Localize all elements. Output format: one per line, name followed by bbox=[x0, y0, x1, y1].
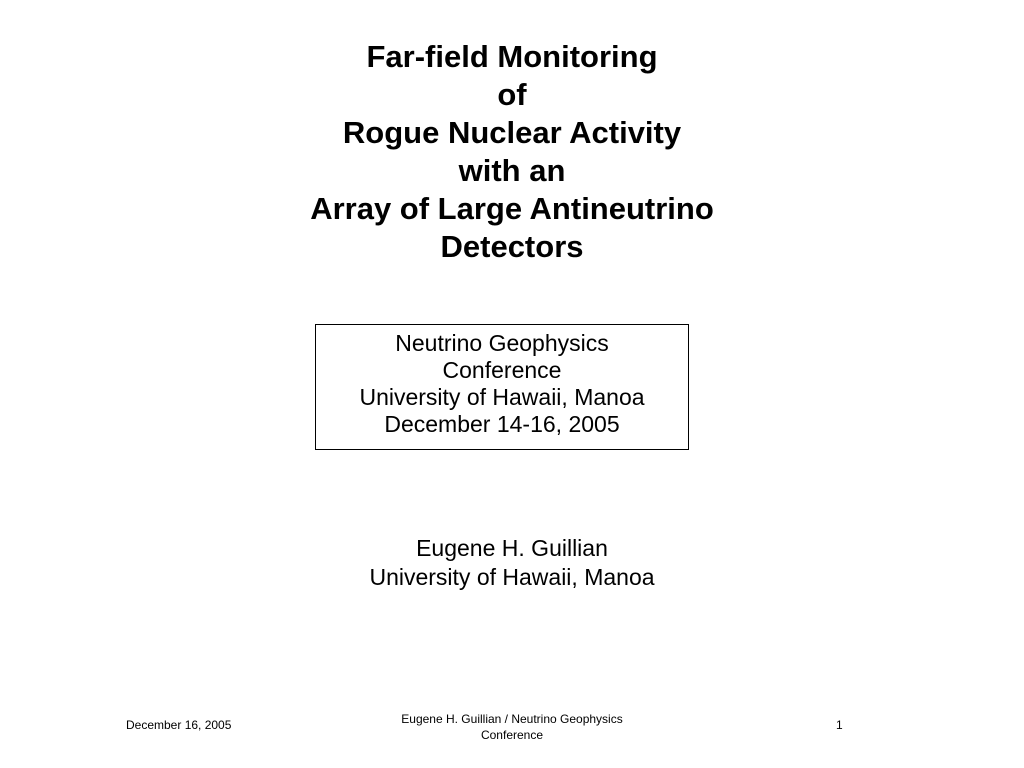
conference-line: December 14-16, 2005 bbox=[384, 411, 620, 437]
page-number: 1 bbox=[836, 718, 843, 732]
slide-title bbox=[212, 38, 812, 266]
title-line: Far-field Monitoring bbox=[366, 39, 658, 74]
conference-info-box bbox=[315, 324, 689, 450]
footer-date: December 16, 2005 bbox=[126, 718, 232, 732]
author-block bbox=[262, 534, 762, 592]
title-line: Rogue Nuclear Activity bbox=[342, 115, 682, 150]
title-line: of bbox=[497, 77, 527, 112]
conference-line: Neutrino Geophysics bbox=[395, 330, 609, 356]
title-line: with an bbox=[458, 153, 566, 188]
conference-line: University of Hawaii, Manoa bbox=[359, 384, 645, 410]
title-line: Detectors bbox=[440, 229, 584, 264]
footer-center-line: Eugene H. Guillian / Neutrino Geophysics bbox=[401, 712, 623, 726]
author-name: Eugene H. Guillian bbox=[416, 535, 608, 561]
footer-center-text bbox=[362, 711, 662, 743]
title-line: Array of Large Antineutrino bbox=[310, 191, 714, 226]
author-affiliation: University of Hawaii, Manoa bbox=[369, 564, 655, 590]
conference-line: Conference bbox=[442, 357, 562, 383]
footer-center-line: Conference bbox=[480, 728, 544, 742]
